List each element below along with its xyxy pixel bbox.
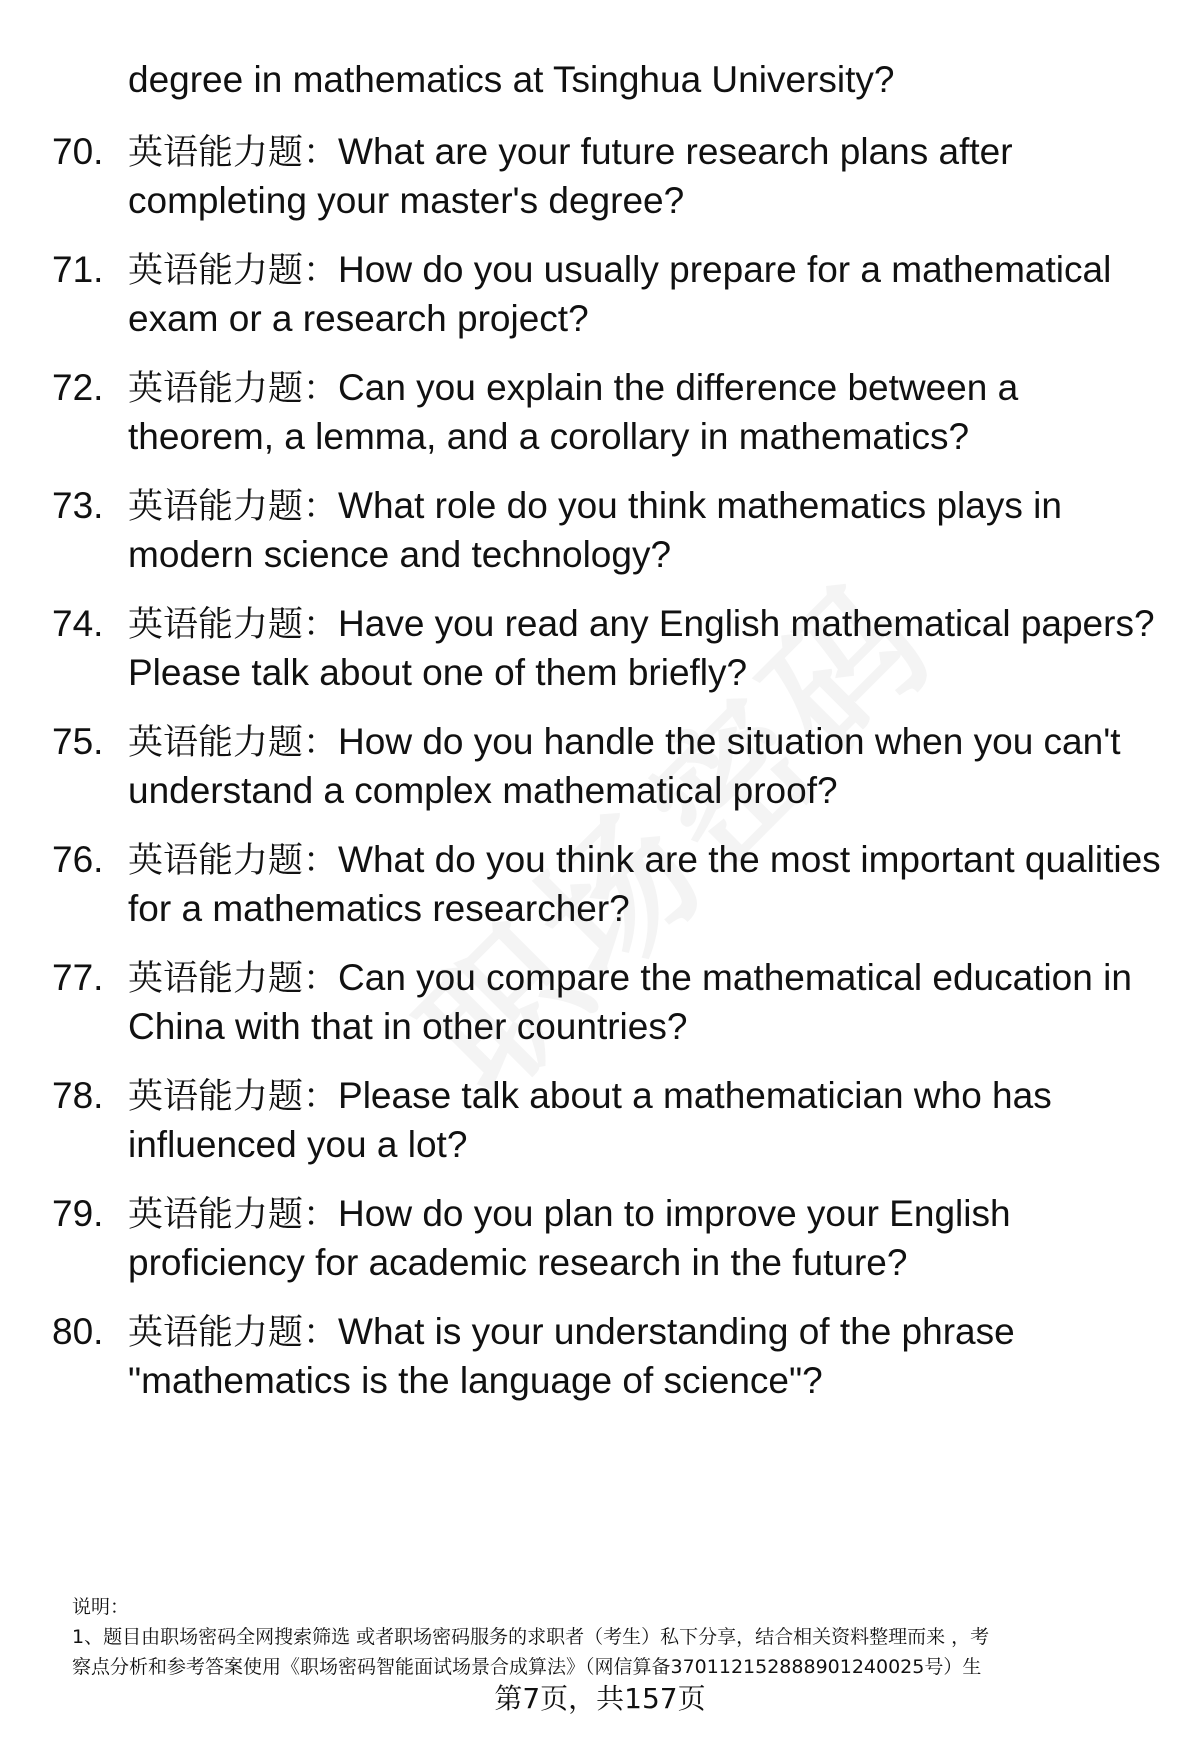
question-text: How do you handle the situation when you can't understand a complex mathematical proof? [128,721,1121,811]
question-item [52,1308,1162,1405]
question-prefix: 英语能力题： [128,723,339,763]
question-text: Can you explain the difference between a theorem, a lemma, and a corollary in mathematics? [128,367,1019,457]
notes-line: 察点分析和参考答案使用《职场密码智能面试场景合成算法》（网信算备370112152888901240025号）生 [72,1656,982,1678]
notes-section [72,1592,1162,1682]
question-prefix: 英语能力题： [128,487,339,527]
question-text: What role do you think mathematics plays in modern science and technology? [128,485,1062,575]
question-item [52,1190,1162,1287]
question-item [52,954,1162,1051]
continued-question-text: degree in mathematics at Tsinghua University? [128,59,895,100]
question-prefix: 英语能力题： [128,605,339,645]
question-prefix: 英语能力题： [128,1195,339,1235]
question-text: How do you usually prepare for a mathematical exam or a research project? [128,249,1112,339]
question-prefix: 英语能力题： [128,1313,339,1353]
notes-heading: 说明： [72,1596,130,1618]
question-prefix: 英语能力题： [128,1077,339,1117]
page-footer: 第7页，共157页 [494,1682,706,1715]
question-item [52,1072,1162,1169]
question-item [52,246,1162,343]
question-prefix: 英语能力题： [128,841,339,881]
question-prefix: 英语能力题： [128,959,339,999]
question-item [52,364,1162,461]
question-number: 76. [52,839,104,880]
question-item [52,718,1162,815]
question-item [52,600,1162,697]
question-number: 75. [52,721,104,762]
question-prefix: 英语能力题： [128,133,339,173]
question-prefix: 英语能力题： [128,251,339,291]
question-text: Please talk about a mathematician who has influenced you a lot? [128,1075,1052,1165]
question-text: What is your understanding of the phrase "mathematics is the language of science"? [128,1311,1015,1401]
question-number: 79. [52,1193,104,1234]
question-text: What do you think are the most important qualities for a mathematics researcher? [128,839,1161,929]
question-number: 70. [52,131,104,172]
question-item [52,482,1162,579]
question-item [52,128,1162,225]
question-prefix: 英语能力题： [128,369,339,409]
question-text: Have you read any English mathematical papers? Please talk about one of them briefly? [128,603,1155,693]
notes-line: 1、题目由职场密码全网搜索筛选 或者职场密码服务的求职者（考生）私下分享，结合相关资料整理而来 ，考 [72,1626,990,1648]
question-text: How do you plan to improve your English proficiency for academic research in the future? [128,1193,1011,1283]
question-number: 80. [52,1311,104,1352]
question-item [52,836,1162,933]
question-number: 73. [52,485,104,526]
question-text: What are your future research plans after completing your master's degree? [128,131,1013,221]
question-text: Can you compare the mathematical education in China with that in other countries? [128,957,1132,1047]
question-number: 74. [52,603,104,644]
question-number: 78. [52,1075,104,1116]
question-number: 77. [52,957,104,998]
question-number: 71. [52,249,104,290]
question-number: 72. [52,367,104,408]
